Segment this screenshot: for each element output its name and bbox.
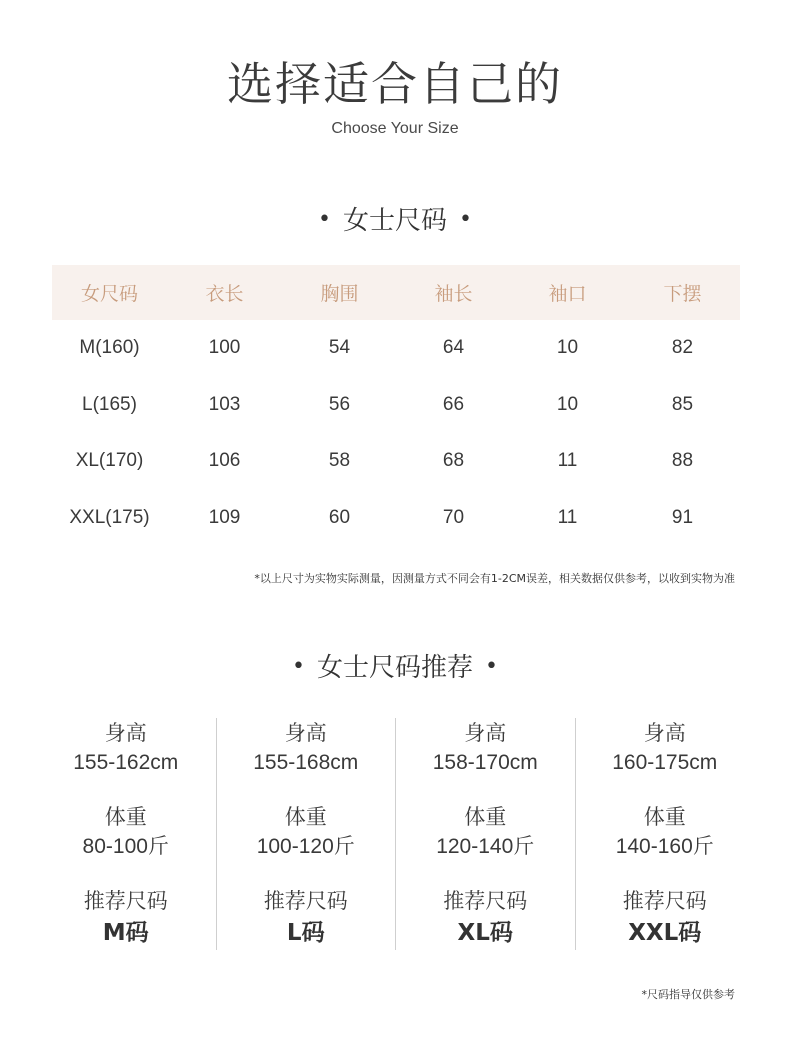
weight-value: 140-160斤 — [615, 835, 714, 858]
height-value: 155-168cm — [253, 751, 359, 774]
size-table — [52, 265, 740, 546]
height-label: 身高 — [104, 721, 147, 745]
recommendation-column — [575, 718, 755, 950]
weight-value: 80-100斤 — [82, 835, 169, 858]
recommend-section-heading-text: 女士尺码推荐 — [316, 653, 473, 683]
table-cell: 11 — [557, 506, 578, 528]
recommended-size-value: L码 — [286, 920, 325, 946]
table-cell: L(165) — [82, 393, 137, 415]
table-cell: 85 — [671, 393, 694, 415]
recommendation-grid — [36, 718, 754, 950]
table-cell: 68 — [442, 450, 465, 472]
recommended-size-label: 推荐尺码 — [263, 889, 348, 913]
weight-value: 100-120斤 — [256, 835, 355, 858]
weight-value: 120-140斤 — [436, 835, 535, 858]
height-label: 身高 — [643, 721, 686, 745]
height-label: 身高 — [284, 721, 327, 745]
table-cell: 70 — [442, 506, 465, 528]
column-header-cuff: 袖口 — [548, 283, 587, 305]
column-header-length: 衣长 — [205, 283, 244, 305]
height-label: 身高 — [464, 721, 507, 745]
bullet-dot: • — [459, 207, 472, 232]
recommended-size-label: 推荐尺码 — [622, 889, 707, 913]
table-cell: 10 — [556, 393, 579, 415]
column-header-bust: 胸围 — [320, 283, 359, 305]
bullet-dot: • — [318, 207, 331, 232]
table-cell: XXL(175) — [69, 506, 150, 528]
page-title: 选择适合自己的 — [227, 57, 563, 111]
table-cell: 64 — [442, 337, 465, 359]
table-cell: M(160) — [79, 337, 140, 359]
table-cell: 82 — [671, 337, 694, 359]
size-section-heading-text: 女士尺码 — [342, 206, 447, 236]
size-guide-note: *尺码指导仅供参考 — [641, 988, 735, 1001]
table-cell: 88 — [671, 450, 694, 472]
bullet-dot: • — [485, 654, 498, 679]
page-subtitle: Choose Your Size — [331, 120, 459, 137]
recommended-size-label: 推荐尺码 — [83, 889, 168, 913]
size-section-heading — [0, 200, 790, 237]
height-value: 155-162cm — [73, 751, 179, 774]
weight-label: 体重 — [464, 805, 507, 829]
table-cell: 109 — [208, 506, 241, 528]
table-header — [52, 265, 740, 320]
column-header-sleeve-length: 袖长 — [434, 283, 473, 305]
column-header-hem: 下摆 — [663, 283, 702, 305]
weight-label: 体重 — [643, 805, 686, 829]
table-cell: 91 — [671, 506, 694, 528]
height-value: 158-170cm — [432, 751, 538, 774]
recommended-size-value: XXL码 — [628, 920, 702, 946]
recommended-size-value: XL码 — [457, 920, 513, 946]
table-cell: 11 — [557, 450, 578, 472]
table-cell: 66 — [442, 393, 465, 415]
measurement-note: *以上尺寸为实物实际测量，因测量方式不同会有1-2CM误差，相关数据仅供参考，以收到实物为准 — [254, 572, 735, 585]
column-header-size: 女尺码 — [80, 283, 138, 305]
weight-label: 体重 — [104, 805, 147, 829]
table-cell: 60 — [328, 506, 351, 528]
weight-label: 体重 — [284, 805, 327, 829]
table-cell: 103 — [208, 393, 241, 415]
table-cell: 54 — [328, 337, 351, 359]
recommendation-column — [216, 718, 396, 950]
bullet-dot: • — [292, 654, 305, 679]
table-cell: 56 — [328, 393, 351, 415]
recommendation-column — [36, 718, 216, 950]
table-row — [52, 377, 740, 434]
recommend-section-heading — [0, 647, 790, 684]
table-row — [52, 490, 740, 547]
table-cell: 10 — [556, 337, 579, 359]
recommendation-column — [395, 718, 575, 950]
table-row — [52, 320, 740, 377]
height-value: 160-175cm — [612, 751, 718, 774]
recommended-size-label: 推荐尺码 — [443, 889, 528, 913]
table-row — [52, 433, 740, 490]
table-cell: 100 — [208, 337, 241, 359]
table-cell: 106 — [208, 450, 241, 472]
table-cell: XL(170) — [75, 450, 144, 472]
recommended-size-value: M码 — [102, 920, 149, 946]
table-cell: 58 — [328, 450, 351, 472]
